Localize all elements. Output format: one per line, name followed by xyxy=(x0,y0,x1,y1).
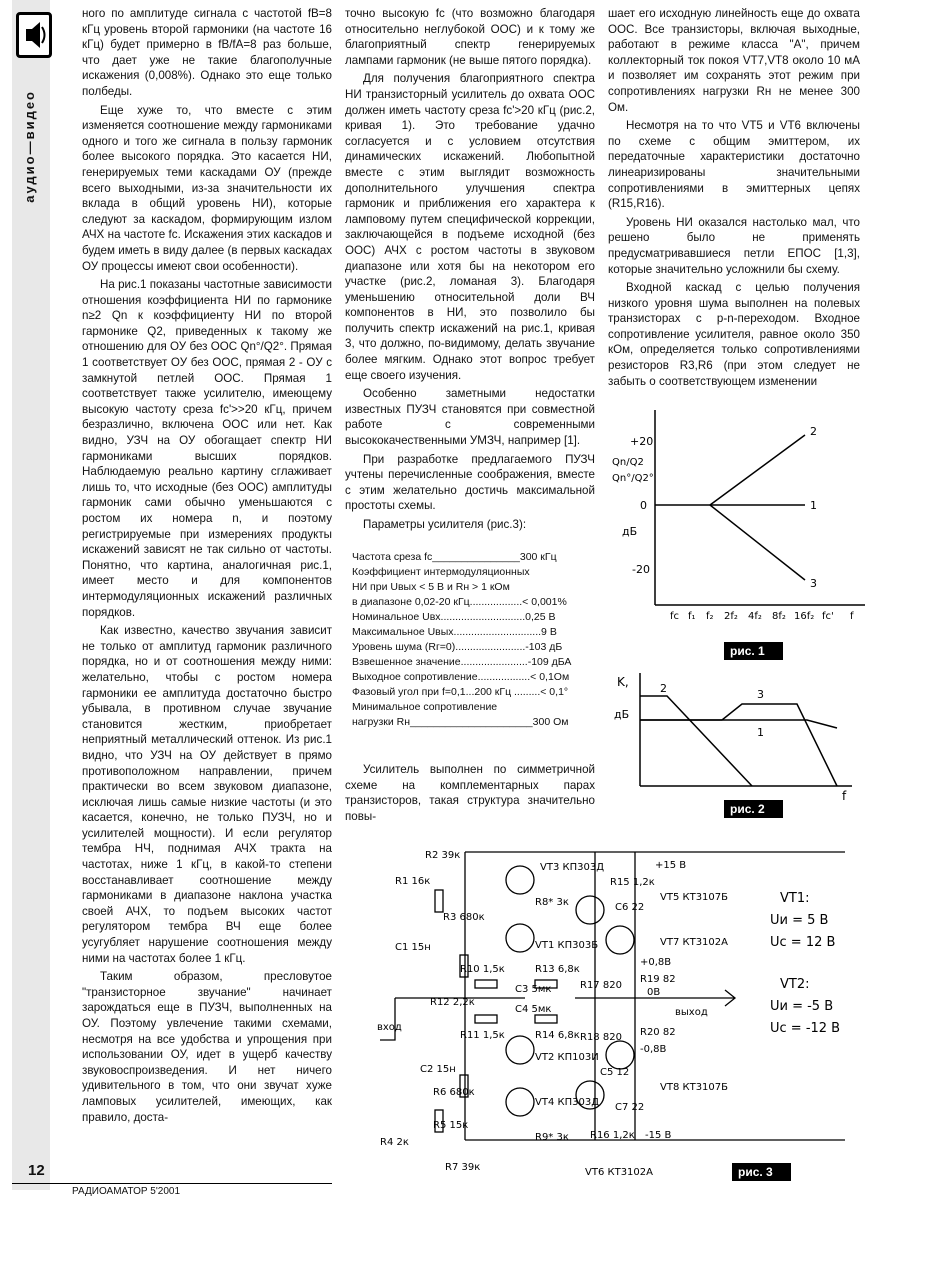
component-label: R2 39к xyxy=(425,850,461,861)
text-column-2-continued xyxy=(345,762,595,827)
port-label: выход xyxy=(675,1007,708,1018)
x-tick: 4f₂ xyxy=(748,611,762,622)
paragraph: Для получения благоприятного спектра НИ транзисторный усилитель до охвата ООС должен иметь частоту среза fс'>20 кГц (рис.2, кривая 1). Это требование удачно согласуется и с условием отсутствия динамических искажений. Любопытной вместе с этим выглядит возможность дополнительного улучшения спектра гармоник и приближения его характера к ламповому путем специфической коррекции, заключающейся в подъеме исходной (без ООС) АЧХ с ростом частоты в звуковом диапазоне или хотя бы на некотором его участке (рис.2, ломаная 3). Благодаря уменьшению относительной доли ВЧ компонентов в НИ, это позволило бы получить спектр искажений на рис.1, кривая 3, что должно, по-видимому, делать звучание более мягким. Однако этот вопрос требует еще своего изучения. xyxy=(345,72,595,382)
component-label: C4 5мк xyxy=(515,1004,552,1015)
component-label: R7 39к xyxy=(445,1162,481,1173)
component-label: R8* 3к xyxy=(535,897,569,908)
component-label: VT3 КП303Д xyxy=(540,862,605,873)
speaker-logo-icon xyxy=(16,12,52,58)
rail-label: +0,8В xyxy=(640,957,672,968)
figure-2-label: рис. 2 xyxy=(724,800,783,818)
component-label: VT2 КП103И xyxy=(535,1052,599,1063)
component-label: VT6 КТ3102А xyxy=(585,1167,653,1178)
text-column-1 xyxy=(82,6,332,1128)
param-line: Частота среза fс_______________300 кГц xyxy=(352,551,557,563)
paragraph: шает его исходную линейность еще до охвата ООС. Все транзисторы, включая выходные, работают в режиме класса "А", причем коллекторный ток покоя VT7,VT8 около 10 мА и позволяет им сохранять этот режим при сопротивлениях нагрузки Rн не менее 300 Ом. xyxy=(608,7,860,114)
note: Uс = 12 В xyxy=(770,935,836,950)
note: Uи = 5 В xyxy=(770,913,829,928)
component-label: R9* 3к xyxy=(535,1132,569,1143)
port-label: вход xyxy=(377,1022,402,1033)
param-line: НИ при Uвых < 5 В и Rн > 1 кОм xyxy=(352,581,510,593)
paragraph: ного по амплитуде сигнала с частотой fB=8 кГц уровень второй гармоники (на частоте 16 кГц) будет примерно в fB/fA=8 раз больше, что дает уже не такие благополучные искажения (0,008%). Однако это еще только полбеды. xyxy=(82,7,332,98)
x-tick: 16f₂ xyxy=(794,611,815,622)
component-label: R11 1,5к xyxy=(460,1030,505,1041)
param-line: Фазовый угол при f=0,1...200 кГц .........< 0,1° xyxy=(352,686,569,698)
curve-label: 1 xyxy=(757,726,764,739)
param-line: Номинальное Uвх.............................0,25 В xyxy=(352,611,556,623)
figure-3-label: рис. 3 xyxy=(732,1163,791,1181)
y-label: K, xyxy=(617,675,629,689)
paragraph: При разработке предлагаемого ПУЗЧ учтены перечисленные соображения, вместе с этим желательно достичь максимальной простоты схемы. xyxy=(345,452,595,513)
component-label: R4 2к xyxy=(380,1137,409,1148)
note: Uи = -5 В xyxy=(770,999,834,1014)
parameters-list xyxy=(352,550,592,730)
component-label: R16 1,2к xyxy=(590,1130,635,1141)
y-tick: +20 xyxy=(630,435,654,448)
component-label: R6 680к xyxy=(433,1087,475,1098)
component-label: R15 1,2к xyxy=(610,877,655,888)
component-label: C7 22 xyxy=(615,1102,645,1113)
y-tick: -20 xyxy=(632,563,650,576)
x-tick: f₁ xyxy=(688,611,696,622)
y-tick: 0 xyxy=(640,499,647,512)
footer-rule xyxy=(12,1183,332,1184)
figure-1-label: рис. 1 xyxy=(724,642,783,660)
paragraph: Уровень НИ оказался настолько мал, что решено было не применять предусматривавшиеся петли ЕПОС [1,3], которые значительно усложнили бы схему. xyxy=(608,215,860,276)
page-number: 12 xyxy=(28,1162,45,1179)
figure-3-schematic xyxy=(375,840,865,1185)
paragraph: Особенно заметными недостатки известных ПУЗЧ становятся при совместной работе с современными высококачественными УМЗЧ, например [1]. xyxy=(345,387,595,448)
curve-3 xyxy=(640,704,837,786)
x-tick: f xyxy=(850,611,854,622)
paragraph: точно высокую fс (что возможно благодаря относительно неглубокой ООС) и к тому же благоприятный спектр генерируемых лампами гармоник (не выше пятого порядка). xyxy=(345,7,595,67)
x-tick: fс' xyxy=(822,611,834,622)
x-tick: fс xyxy=(670,611,680,622)
paragraph: Еще хуже то, что вместе с этим изменяется соотношение между гармониками одного и того же сигнала в пользу гармоник более высокого порядка. Это касается НИ, генерируемых теми каскадами ОУ (прежде всего выходными, из-за значительности их вклада в общий уровень НИ), которые следуют за каскадом, формирующим излом АЧХ на частоте fс. Искажения этих каскадов и будем иметь в виду далее (в первых каскадах ОУ процессы имеют свои особенности). xyxy=(82,103,332,273)
component-label: VT7 КТ3102А xyxy=(660,937,728,948)
param-line: Выходное сопротивление..................< 0,1Ом xyxy=(352,671,570,683)
curve-label: 3 xyxy=(757,688,764,701)
note: Uс = -12 В xyxy=(770,1021,841,1036)
component-label: R13 6,8к xyxy=(535,964,580,975)
param-line: Взвешенное значение.......................-109 дБА xyxy=(352,656,572,668)
param-line: в диапазоне 0,02-20 кГц..................< 0,001% xyxy=(352,596,567,608)
param-line: Максимальное Uвых..............................9 В xyxy=(352,626,557,638)
component-label: R12 2,2к xyxy=(430,997,475,1008)
rail-label: -0,8В xyxy=(640,1044,667,1055)
note: VT1: xyxy=(780,891,810,906)
param-line: Уровень шума (Rг=0)........................-103 дБ xyxy=(352,641,563,653)
x-tick: f₂ xyxy=(706,611,714,622)
figure-1-graph xyxy=(610,405,870,665)
component-label: C5 12 xyxy=(600,1067,630,1078)
rail-label: -15 В xyxy=(645,1130,672,1141)
x-tick: 2f₂ xyxy=(724,611,738,622)
paragraph: Усилитель выполнен по симметричной схеме на комплементарных парах транзисторов, такая структура значительно повы- xyxy=(345,763,595,823)
x-label: f xyxy=(842,789,847,803)
magazine-footer: РАДИОАМАТОР 5'2001 xyxy=(72,1186,181,1197)
paragraph: Входной каскад с целью получения низкого уровня шума выполнен на полевых транзисторах с p-n-переходом. Входное сопротивление усилителя, равное около 350 кОм, определяется только сопротивлениями резисторов R3,R6 (при этом следует не забыть о соответствующем изменении xyxy=(608,281,860,388)
component-label: R18 820 xyxy=(580,1032,622,1043)
y-label-top: Qn/Q2 xyxy=(612,457,644,468)
component-label: VT4 КП303Д xyxy=(535,1097,600,1108)
rail-label: 0В xyxy=(647,987,661,998)
curve-3 xyxy=(710,505,805,580)
y-unit: дБ xyxy=(614,708,630,721)
param-line: Минимальное сопротивление xyxy=(352,701,498,713)
component-label: C6 22 xyxy=(615,902,645,913)
component-label: R17 820 xyxy=(580,980,622,991)
param-line: Коэффициент интермодуляционных xyxy=(352,566,530,578)
component-label: VT5 КТ3107Б xyxy=(660,892,729,903)
y-label-bottom: Qn°/Q2° xyxy=(612,473,654,484)
component-label: C3 5мк xyxy=(515,984,552,995)
note: VT2: xyxy=(780,977,810,992)
component-label: R1 16к xyxy=(395,876,431,887)
curve-2 xyxy=(710,435,805,505)
paragraph: Несмотря на то что VT5 и VT6 включены по схеме с общим эмиттером, их передаточные характеристики достаточно линеаризированы значительными сопротивлениями в эмиттерных цепях (R15,R16). xyxy=(608,119,860,211)
component-label: VT8 КТ3107Б xyxy=(660,1082,729,1093)
curve-label: 1 xyxy=(810,499,817,512)
paragraph: Параметры усилителя (рис.3): xyxy=(363,518,527,531)
component-label: R10 1,5к xyxy=(460,964,505,975)
paragraph: Таким образом, пресловутое "транзисторное звучание" начинает зарождаться еще в ПУЗЧ, выполненных на ОУ. Поэтому увлечение такими схемами, несмотря на все удобства и упрощения при использовании ОУ, идет в ущерб качеству звуковоспроизведения. И нет ничего удивительного в том, что они звучат хуже ламповых усилителей, имеющих, как правило, доста- xyxy=(82,970,332,1124)
component-label: R14 6,8к xyxy=(535,1030,580,1041)
component-label: C2 15н xyxy=(420,1064,456,1075)
curve-label: 2 xyxy=(810,425,817,438)
param-line: нагрузки Rн_____________________300 Ом xyxy=(352,716,569,728)
curve-label: 3 xyxy=(810,577,817,590)
text-column-2 xyxy=(345,6,595,536)
figure-2-graph xyxy=(612,668,862,803)
section-title: аудио—видео xyxy=(22,90,37,203)
rail-label: +15 В xyxy=(655,860,687,871)
paragraph: На рис.1 показаны частотные зависимости отношения коэффициента НИ по гармонике n≥2 Qn к коэффициенту НИ по второй гармонике Q2, приведенных к такому же отношению для ОУ без ООС Qn°/Q2°. Прямая 1 соответствует ОУ без ООС, прямая 2 - ОУ с замкнутой петлей ООС. Прямая 1 соответствует также усилителю, имеющему высокую частоту среза fс'>>20 кГц, причем безразлично, включена ООС или нет. Как видно, УЗЧ на ОУ обогащает спектр НИ гармониками высших порядков. Наблюдаемую реально картину сглаживает лишь то, что исходные (без ООС) амплитуды гармоник сами обычно уменьшаются с ростом их номера n, и поэтому регистрируемые при измерениях продукты искажений зависят не так сильно от частоты. Понятно, что картина, аналогичная рис.1, имеет место и для компонентов интермодуляционных искажений различных порядков. xyxy=(82,278,332,619)
component-label: R20 82 xyxy=(640,1027,676,1038)
component-label: R19 82 xyxy=(640,974,676,985)
component-label: R3 680к xyxy=(443,912,485,923)
component-label: VT1 КП303Б xyxy=(535,940,599,951)
component-label: R5 15к xyxy=(433,1120,469,1131)
x-tick: 8f₂ xyxy=(772,611,786,622)
curve-label: 2 xyxy=(660,682,667,695)
component-label: C1 15н xyxy=(395,942,431,953)
y-unit: дБ xyxy=(622,525,638,538)
paragraph: Как известно, качество звучания зависит не только от амплитуд гармоник различного порядка, но и от соотношения между ними: желательно, чтобы с ростом номера гармоники ее амплитуда достаточно быстро убывала, в противном случае звучание становится жестким, приобретает неприятный металлический оттенок. Из рис.1 видно, что УЗЧ на ОУ действует в прямо противоположном направлении, причем практически во всем звуковом диапазоне, исключая лишь самые низкие частоты (и это касается, конечно, не только ПУЗЧ, но и усилителей мощности). И если регулятор тембра НЧ, поднимая АЧХ тракта на частотах, ниже 1 кГц, в какой-то степени восстанавливает соотношение между гармониками в диапазоне наклона участка своей АЧХ, то подъем высоких частот регулятором тембра ВЧ еще более усугубляет нарушение соотношения между ними на частотах более 1 кГц. xyxy=(82,624,332,965)
text-column-3 xyxy=(608,6,860,392)
